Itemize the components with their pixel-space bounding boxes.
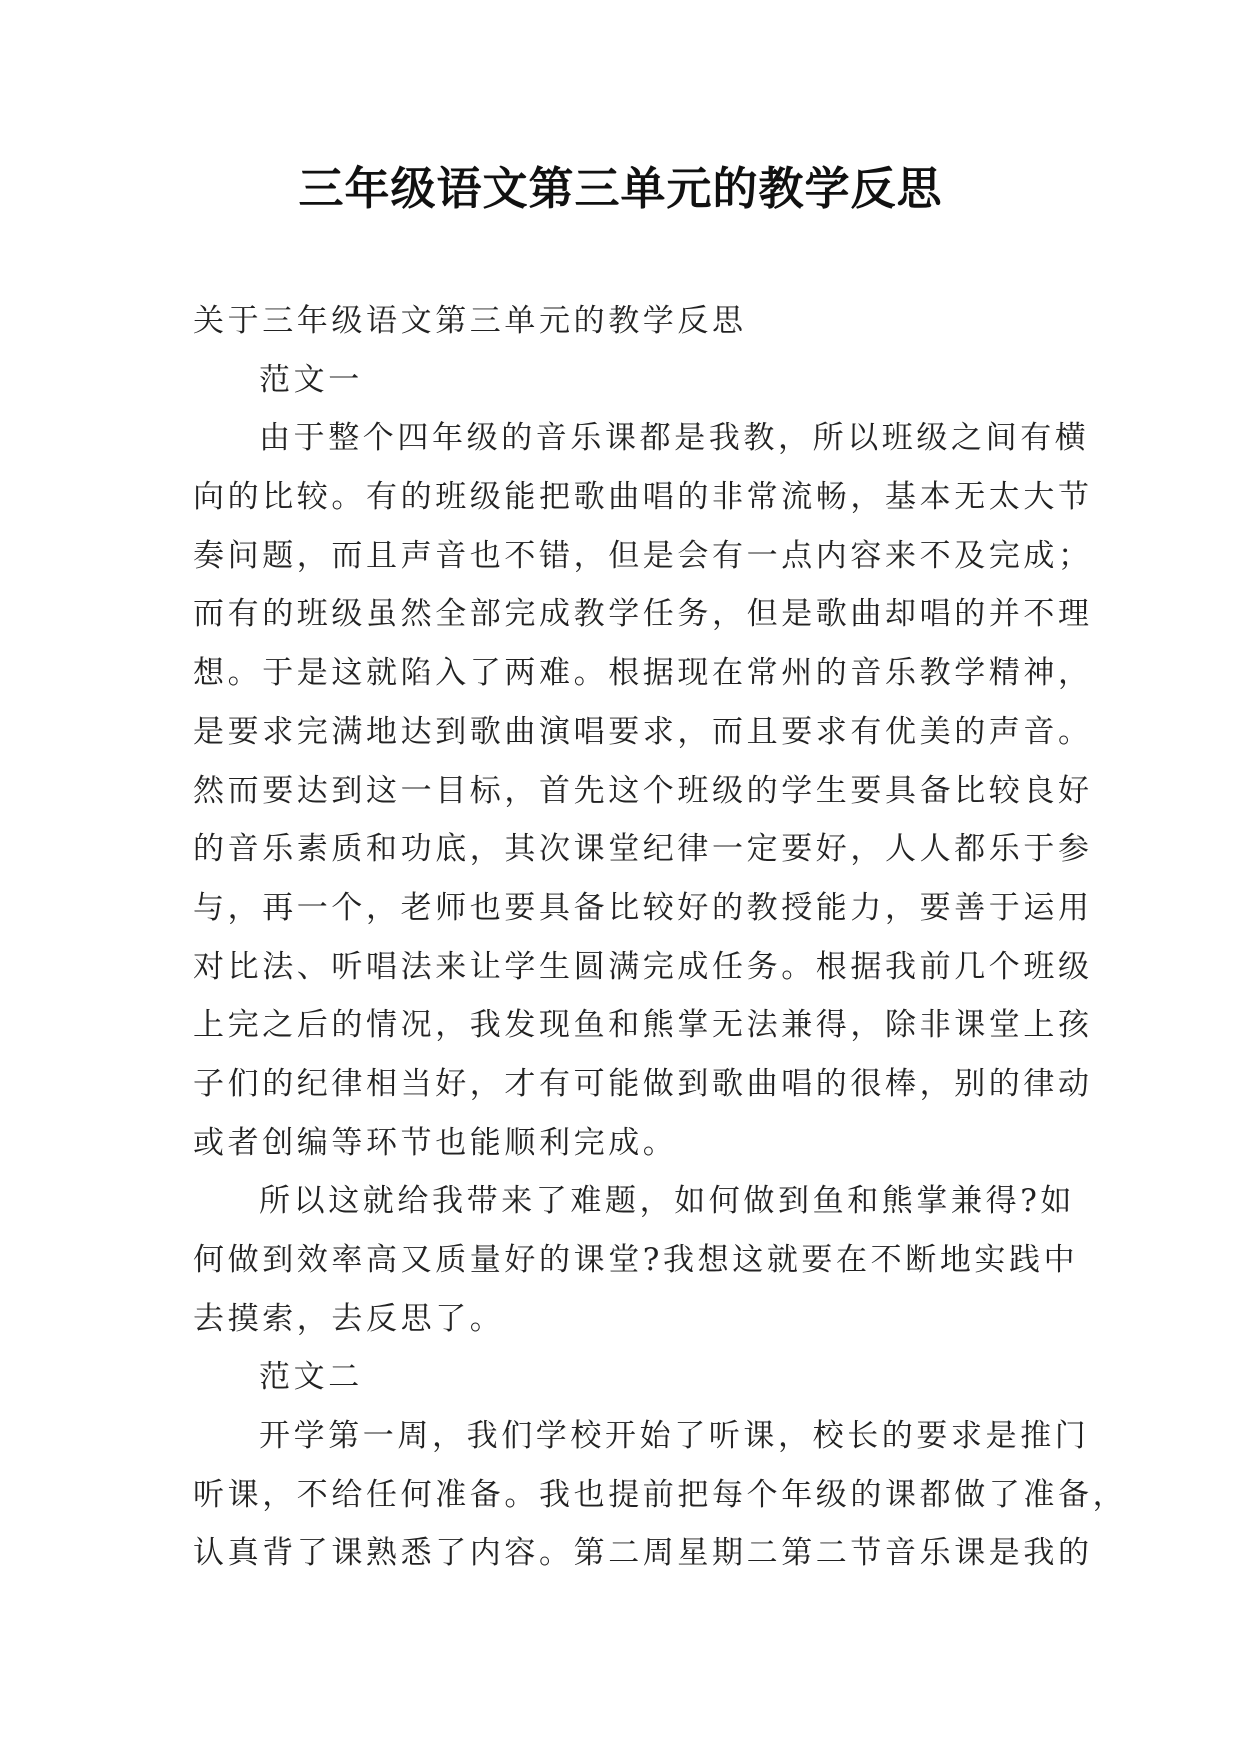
text-line: 上完之后的情况，我发现鱼和熊掌无法兼得，除非课堂上孩 <box>193 1007 1093 1044</box>
text-line: 听课，不给任何准备。我也提前把每个年级的课都做了准备， <box>193 1476 1128 1513</box>
text-line: 或者创编等环节也能顺利完成。 <box>193 1124 678 1161</box>
text-line: 范文二 <box>259 1359 363 1396</box>
text-line: 开学第一周，我们学校开始了听课，校长的要求是推门 <box>259 1418 1090 1455</box>
text-line: 想。于是这就陷入了两难。根据现在常州的音乐教学精神， <box>193 655 1093 692</box>
text-line: 子们的纪律相当好，才有可能做到歌曲唱的很棒，别的律动 <box>193 1065 1093 1102</box>
text-line: 然而要达到这一目标，首先这个班级的学生要具备比较良好 <box>193 772 1093 809</box>
text-line: 所以这就给我带来了难题，如何做到鱼和熊掌兼得?如 <box>259 1183 1076 1220</box>
text-line: 与，再一个，老师也要具备比较好的教授能力，要善于运用 <box>193 889 1093 926</box>
text-line: 认真背了课熟悉了内容。第二周星期二第二节音乐课是我的 <box>193 1535 1093 1572</box>
text-line: 而有的班级虽然全部完成教学任务，但是歌曲却唱的并不理 <box>193 596 1093 633</box>
text-line: 是要求完满地达到歌曲演唱要求，而且要求有优美的声音。 <box>193 713 1093 750</box>
document-body <box>193 292 1128 1583</box>
text-line: 的音乐素质和功底，其次课堂纪律一定要好，人人都乐于参 <box>193 831 1093 868</box>
text-line: 向的比较。有的班级能把歌曲唱的非常流畅，基本无太大节 <box>193 479 1093 516</box>
text-line: 奏问题，而且声音也不错，但是会有一点内容来不及完成； <box>193 537 1093 574</box>
text-line: 由于整个四年级的音乐课都是我教，所以班级之间有横 <box>259 420 1090 457</box>
text-line: 对比法、听唱法来让学生圆满完成任务。根据我前几个班级 <box>193 948 1093 985</box>
text-line: 范文一 <box>259 361 363 398</box>
text-line: 去摸索，去反思了。 <box>193 1300 505 1337</box>
document-title: 三年级语文第三单元的教学反思 <box>298 162 943 215</box>
text-line: 关于三年级语文第三单元的教学反思 <box>193 303 747 339</box>
text-line: 何做到效率高又质量好的课堂?我想这就要在不断地实践中 <box>193 1242 1079 1278</box>
